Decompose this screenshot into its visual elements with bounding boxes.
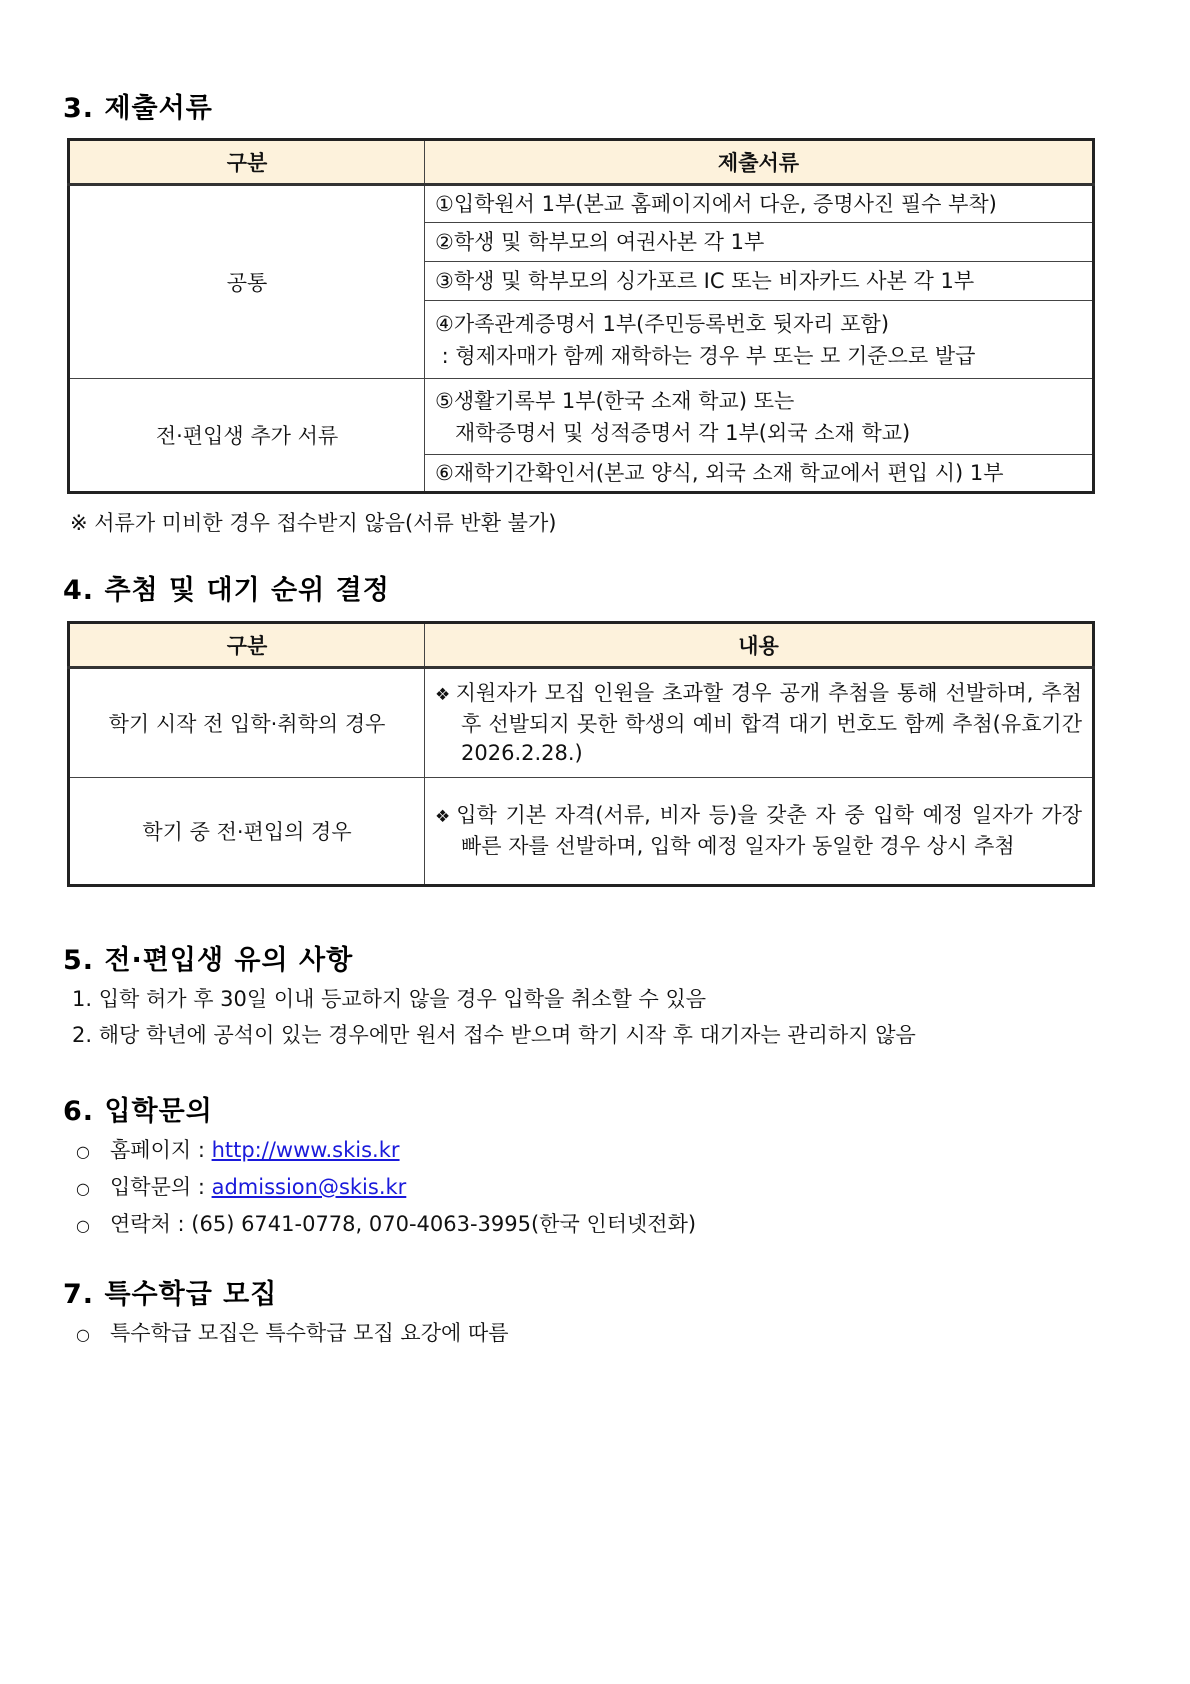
email-label: 입학문의 : [110, 1175, 212, 1199]
documents-note: ※ 서류가 미비한 경우 접수받지 않음(서류 반환 불가) [70, 511, 557, 535]
document-item: ①입학원서 1부(본교 홈페이지에서 다운, 증명사진 필수 부착) [425, 185, 1094, 223]
document-item-subline: 재학증명서 및 성적증명서 각 1부(외국 소재 학교) [455, 420, 911, 445]
section-4-title: 4. 추첨 및 대기 순위 결정 [63, 575, 390, 606]
table-row [69, 778, 1094, 886]
email-link[interactable]: admission@skis.kr [211, 1175, 407, 1199]
document-item: ⑥재학기간확인서(본교 양식, 외국 소재 학교에서 편입 시) 1부 [425, 455, 1094, 493]
special-class-line [76, 1317, 509, 1347]
diamond-icon: ❖ [435, 684, 452, 705]
circle-bullet-icon: ○ [76, 1142, 90, 1161]
diamond-icon: ❖ [435, 807, 453, 827]
special-class-text: 특수학급 모집은 특수학급 모집 요강에 따름 [110, 1321, 509, 1345]
table-header-row [69, 623, 1094, 668]
row-label: 학기 중 전·편입의 경우 [69, 778, 425, 886]
header-documents: 제출서류 [425, 140, 1094, 185]
header-gubun: 구분 [69, 623, 425, 668]
header-gubun: 구분 [69, 140, 425, 185]
table-header-row [69, 140, 1094, 185]
row-label: 학기 시작 전 입학·취학의 경우 [69, 668, 425, 778]
row-content [425, 778, 1094, 886]
section-5-title: 5. 전·편입생 유의 사항 [63, 945, 354, 976]
lottery-table [67, 621, 1095, 887]
section-3-title: 3. 제출서류 [63, 93, 213, 124]
row-text: 입학 기본 자격(서류, 비자 등)을 갖춘 자 중 입학 예정 일자가 가장 빠른 자를 선발하며, 입학 예정 일자가 동일한 경우 상시 추첨 [456, 803, 1082, 858]
circle-bullet-icon: ○ [76, 1325, 90, 1344]
table-row [69, 185, 1094, 223]
document-item-subline: : 형제자매가 함께 재학하는 경우 부 또는 모 기준으로 발급 [435, 343, 976, 368]
notice-item: 1. 입학 허가 후 30일 이내 등교하지 않을 경우 입학을 취소할 수 있음 [72, 987, 707, 1011]
document-item-line: ④가족관계증명서 1부(주민등록번호 뒷자리 포함) [435, 311, 890, 336]
table-row [69, 379, 1094, 455]
section-7-title: 7. 특수학급 모집 [63, 1279, 278, 1310]
common-label: 공통 [69, 185, 425, 379]
document-item-line: ⑤생활기록부 1부(한국 소재 학교) 또는 [435, 388, 795, 413]
circle-bullet-icon: ○ [76, 1216, 90, 1235]
homepage-line [76, 1134, 400, 1164]
section-6-title: 6. 입학문의 [63, 1096, 213, 1127]
table-row [69, 668, 1094, 778]
notice-item: 2. 해당 학년에 공석이 있는 경우에만 원서 접수 받으며 학기 시작 후 대기자는 관리하지 않음 [72, 1023, 916, 1047]
homepage-link[interactable]: http://www.skis.kr [211, 1138, 400, 1162]
header-content: 내용 [425, 623, 1094, 668]
transfer-label: 전·편입생 추가 서류 [69, 379, 425, 493]
contact-line [76, 1208, 696, 1238]
homepage-label: 홈페이지 : [110, 1138, 212, 1162]
circle-bullet-icon: ○ [76, 1179, 90, 1198]
row-content [425, 668, 1094, 778]
document-item: ③학생 및 학부모의 싱가포르 IC 또는 비자카드 사본 각 1부 [425, 262, 1094, 301]
document-item: ②학생 및 학부모의 여권사본 각 1부 [425, 223, 1094, 262]
email-line [76, 1171, 406, 1201]
contact-text: 연락처 : (65) 6741-0778, 070-4063-3995(한국 인터넷전화) [110, 1212, 697, 1236]
row-text: 지원자가 모집 인원을 초과할 경우 공개 추첨을 통해 선발하며, 추첨 후 선발되지 못한 학생의 예비 합격 대기 번호도 함께 추첨(유효기간 2026.2.28.) [455, 680, 1082, 765]
documents-table [67, 138, 1095, 494]
document-item [425, 301, 1094, 379]
document-item [425, 379, 1094, 455]
